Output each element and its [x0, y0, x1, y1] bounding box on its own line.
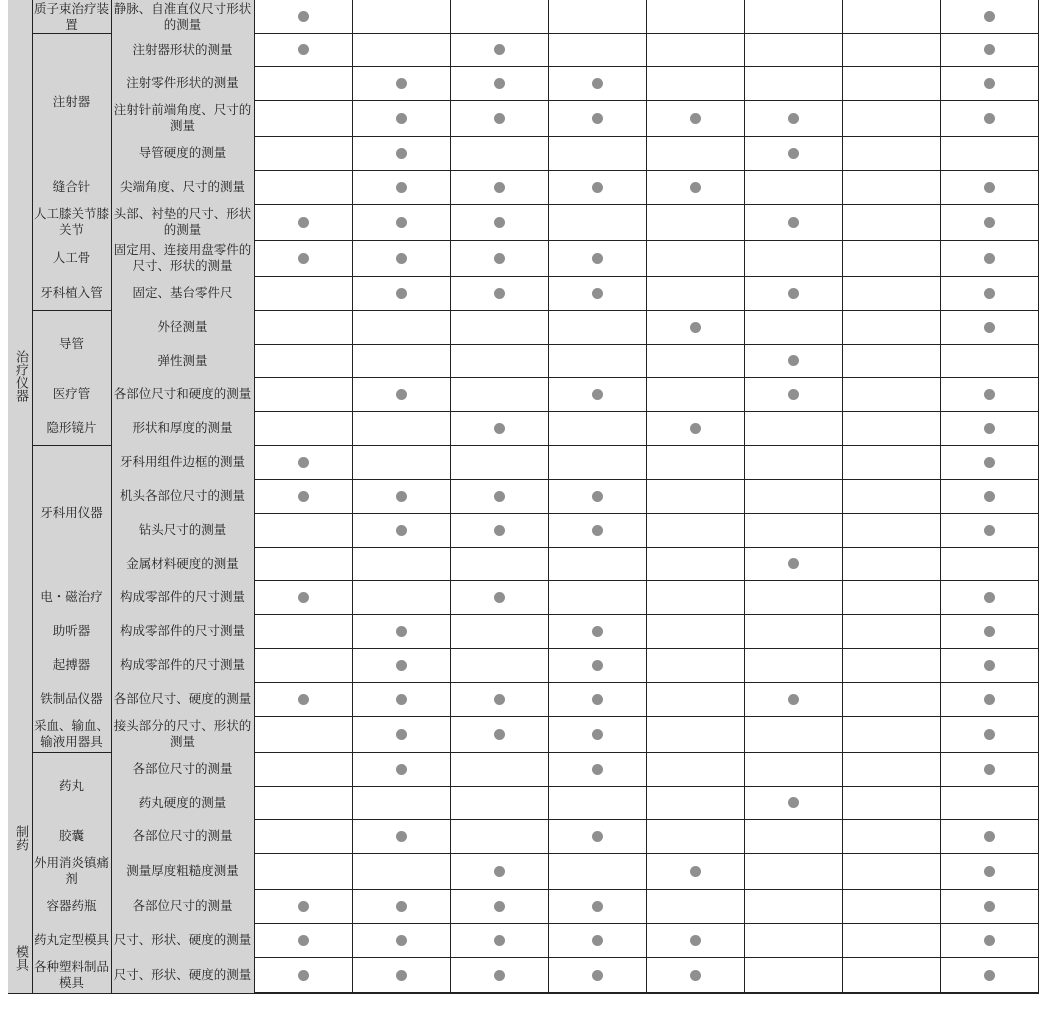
table-bottom-rule	[254, 992, 1039, 993]
product-label: 采血、输血、输液用器具	[32, 716, 111, 752]
applicable-mark	[298, 694, 309, 705]
product-label: 人工膝关节膝关节	[32, 204, 111, 240]
category-rule	[8, 993, 33, 994]
applicable-mark	[592, 660, 603, 671]
measurement-item: 外径测量	[111, 310, 254, 344]
applicable-mark	[592, 764, 603, 775]
mark-column-rule	[940, 0, 941, 993]
applicable-mark	[984, 764, 995, 775]
applicable-mark	[298, 217, 309, 228]
applicable-mark	[788, 389, 799, 400]
applicable-mark	[984, 113, 995, 124]
applicable-mark	[788, 288, 799, 299]
applicable-mark	[592, 288, 603, 299]
applicable-mark	[592, 935, 603, 946]
applicable-mark	[298, 457, 309, 468]
applicable-mark	[592, 901, 603, 912]
applicable-mark	[984, 423, 995, 434]
applicable-mark	[984, 322, 995, 333]
applicable-mark	[788, 558, 799, 569]
applicable-mark	[984, 866, 995, 877]
applicable-mark	[592, 626, 603, 637]
product-label: 缝合针	[32, 170, 111, 204]
mark-column-rule	[842, 0, 843, 993]
applicable-mark	[690, 182, 701, 193]
applicable-mark	[494, 970, 505, 981]
applicable-mark	[984, 901, 995, 912]
applicable-mark	[690, 423, 701, 434]
measurement-item: 测量厚度粗糙度测量	[111, 853, 254, 889]
product-label: 胶囊	[32, 819, 111, 853]
row-rule	[111, 993, 1039, 994]
measurement-item: 各部位尺寸的测量	[111, 819, 254, 853]
category-label: 治疗仪器	[8, 0, 32, 752]
applicable-mark	[592, 389, 603, 400]
applicable-mark	[494, 288, 505, 299]
product-label: 起搏器	[32, 648, 111, 682]
product-rule	[32, 33, 112, 34]
applicable-mark	[396, 935, 407, 946]
applicable-mark	[984, 970, 995, 981]
measurement-item: 接头部分的尺寸、形状的测量	[111, 716, 254, 752]
measurement-item: 药丸硬度的测量	[111, 786, 254, 819]
measurement-item: 构成零部件的尺寸测量	[111, 614, 254, 648]
applicable-mark	[298, 253, 309, 264]
product-rule	[32, 310, 112, 311]
applicable-mark	[788, 148, 799, 159]
applicable-mark	[592, 253, 603, 264]
product-label: 外用消炎镇痛剂	[32, 853, 111, 889]
product-group-label: 药丸	[32, 752, 111, 819]
applicable-mark	[592, 525, 603, 536]
measurement-item: 注射器形状的测量	[111, 33, 254, 66]
applicable-mark	[984, 935, 995, 946]
applicable-mark	[396, 389, 407, 400]
applicable-mark	[984, 182, 995, 193]
applicable-mark	[298, 970, 309, 981]
measurement-item: 各部位尺寸的测量	[111, 889, 254, 923]
applicable-mark	[690, 866, 701, 877]
product-divider	[111, 0, 112, 993]
product-group-label: 牙科用仪器	[32, 445, 111, 580]
applicable-mark	[396, 764, 407, 775]
measurement-item: 静脉、自准直仪尺寸形状的测量	[111, 0, 254, 33]
measurement-item: 尺寸、形状、硬度的测量	[111, 957, 254, 993]
applicable-mark	[592, 491, 603, 502]
applicable-mark	[396, 660, 407, 671]
measurement-item: 尖端角度、尺寸的测量	[111, 170, 254, 204]
applicable-mark	[984, 253, 995, 264]
applicable-mark	[298, 901, 309, 912]
applicable-mark	[984, 78, 995, 89]
applicable-mark	[592, 831, 603, 842]
applicable-mark	[984, 831, 995, 842]
applicable-mark	[788, 797, 799, 808]
applicable-mark	[592, 78, 603, 89]
measurement-item: 固定用、连接用盘零件的尺寸、形状的测量	[111, 240, 254, 276]
product-label: 铁制品仪器	[32, 682, 111, 716]
measurement-item: 金属材料硬度的测量	[111, 547, 254, 580]
applicable-mark	[494, 253, 505, 264]
applicable-mark	[592, 694, 603, 705]
applicable-mark	[396, 525, 407, 536]
measurement-item: 各部位尺寸、硬度的测量	[111, 682, 254, 716]
product-label: 电・磁治疗	[32, 580, 111, 614]
applicable-mark	[984, 288, 995, 299]
applicable-mark	[494, 525, 505, 536]
applicable-mark	[788, 355, 799, 366]
applicable-mark	[396, 78, 407, 89]
product-label: 药丸定型模具	[32, 923, 111, 957]
measurement-item: 导管硬度的测量	[111, 136, 254, 170]
category-label: 模具	[8, 923, 32, 993]
product-label: 各种塑料制品模具	[32, 957, 111, 993]
applicable-mark	[494, 935, 505, 946]
applicable-mark	[298, 11, 309, 22]
applicable-mark	[690, 322, 701, 333]
applicable-mark	[494, 694, 505, 705]
applicable-mark	[494, 901, 505, 912]
applicable-mark	[984, 525, 995, 536]
product-rule	[32, 445, 112, 446]
applicable-mark	[396, 970, 407, 981]
applicable-mark	[396, 491, 407, 502]
measurement-item: 形状和厚度的测量	[111, 411, 254, 445]
applicable-mark	[494, 729, 505, 740]
measurement-item: 构成零部件的尺寸测量	[111, 648, 254, 682]
measurement-item: 各部位尺寸的测量	[111, 752, 254, 786]
product-label: 助听器	[32, 614, 111, 648]
applicable-mark	[984, 44, 995, 55]
measurement-item: 注射针前端角度、尺寸的测量	[111, 100, 254, 136]
applicable-mark	[396, 626, 407, 637]
product-label: 人工骨	[32, 240, 111, 276]
applicable-mark	[396, 113, 407, 124]
applicable-mark	[984, 491, 995, 502]
mark-column-rule	[352, 0, 353, 993]
mark-column-rule	[646, 0, 647, 993]
product-group-label: 导管	[32, 310, 111, 377]
applicable-mark	[984, 389, 995, 400]
measurement-item: 固定、基台零件尺	[111, 276, 254, 310]
product-label: 牙科植入管	[32, 276, 111, 310]
applicable-mark	[984, 592, 995, 603]
applicable-mark	[984, 729, 995, 740]
applicable-mark	[984, 217, 995, 228]
applicable-mark	[396, 901, 407, 912]
mark-column-rule	[1038, 0, 1039, 993]
category-label: 制药	[8, 752, 32, 923]
product-label: 质子束治疗装置	[34, 0, 110, 32]
applicable-mark	[396, 694, 407, 705]
product-label: 隐形镜片	[32, 411, 111, 445]
applicable-mark	[984, 660, 995, 671]
applicable-mark	[592, 113, 603, 124]
applicable-mark	[298, 491, 309, 502]
applicable-mark	[396, 217, 407, 228]
product-label: 容器药瓶	[32, 889, 111, 923]
mark-column-rule	[548, 0, 549, 993]
applicable-mark	[984, 457, 995, 468]
product-label: 医疗管	[32, 377, 111, 411]
applicable-mark	[788, 217, 799, 228]
applicable-mark	[592, 182, 603, 193]
applicable-mark	[396, 288, 407, 299]
applicable-mark	[494, 491, 505, 502]
product-rule	[32, 993, 112, 994]
applicable-mark	[690, 970, 701, 981]
applicable-mark	[298, 935, 309, 946]
applicable-mark	[788, 113, 799, 124]
applicable-mark	[494, 217, 505, 228]
mark-column-rule	[254, 0, 255, 993]
applicable-mark	[788, 694, 799, 705]
applicable-mark	[396, 831, 407, 842]
applicable-mark	[494, 182, 505, 193]
measurement-item: 牙科用组件边框的测量	[111, 445, 254, 479]
applicable-mark	[494, 423, 505, 434]
applicable-mark	[396, 253, 407, 264]
product-rule	[32, 752, 112, 753]
applicable-mark	[984, 694, 995, 705]
mark-column-rule	[744, 0, 745, 993]
measurement-item: 机头各部位尺寸的测量	[111, 479, 254, 513]
measurement-item: 注射零件形状的测量	[111, 66, 254, 100]
applicable-mark	[298, 592, 309, 603]
measurement-item: 钻头尺寸的测量	[111, 513, 254, 547]
applicable-mark	[690, 935, 701, 946]
applicable-mark	[396, 148, 407, 159]
applicable-mark	[494, 78, 505, 89]
measurement-item: 各部位尺寸和硬度的测量	[111, 377, 254, 411]
applicable-mark	[690, 113, 701, 124]
applicable-mark	[592, 729, 603, 740]
applicable-mark	[984, 11, 995, 22]
measurement-item: 尺寸、形状、硬度的测量	[111, 923, 254, 957]
applicable-mark	[494, 44, 505, 55]
applicable-mark	[396, 729, 407, 740]
measurement-item: 弹性测量	[111, 344, 254, 377]
applicable-mark	[984, 626, 995, 637]
applicable-mark	[592, 970, 603, 981]
mark-column-rule	[450, 0, 451, 993]
measurement-item: 头部、衬垫的尺寸、形状的测量	[111, 204, 254, 240]
applicable-mark	[396, 182, 407, 193]
applicable-mark	[494, 113, 505, 124]
applicable-mark	[494, 592, 505, 603]
product-group-label: 注射器	[32, 33, 111, 170]
applicable-mark	[494, 866, 505, 877]
applicable-mark	[298, 44, 309, 55]
category-divider	[32, 0, 33, 993]
measurement-item: 构成零部件的尺寸测量	[111, 580, 254, 614]
